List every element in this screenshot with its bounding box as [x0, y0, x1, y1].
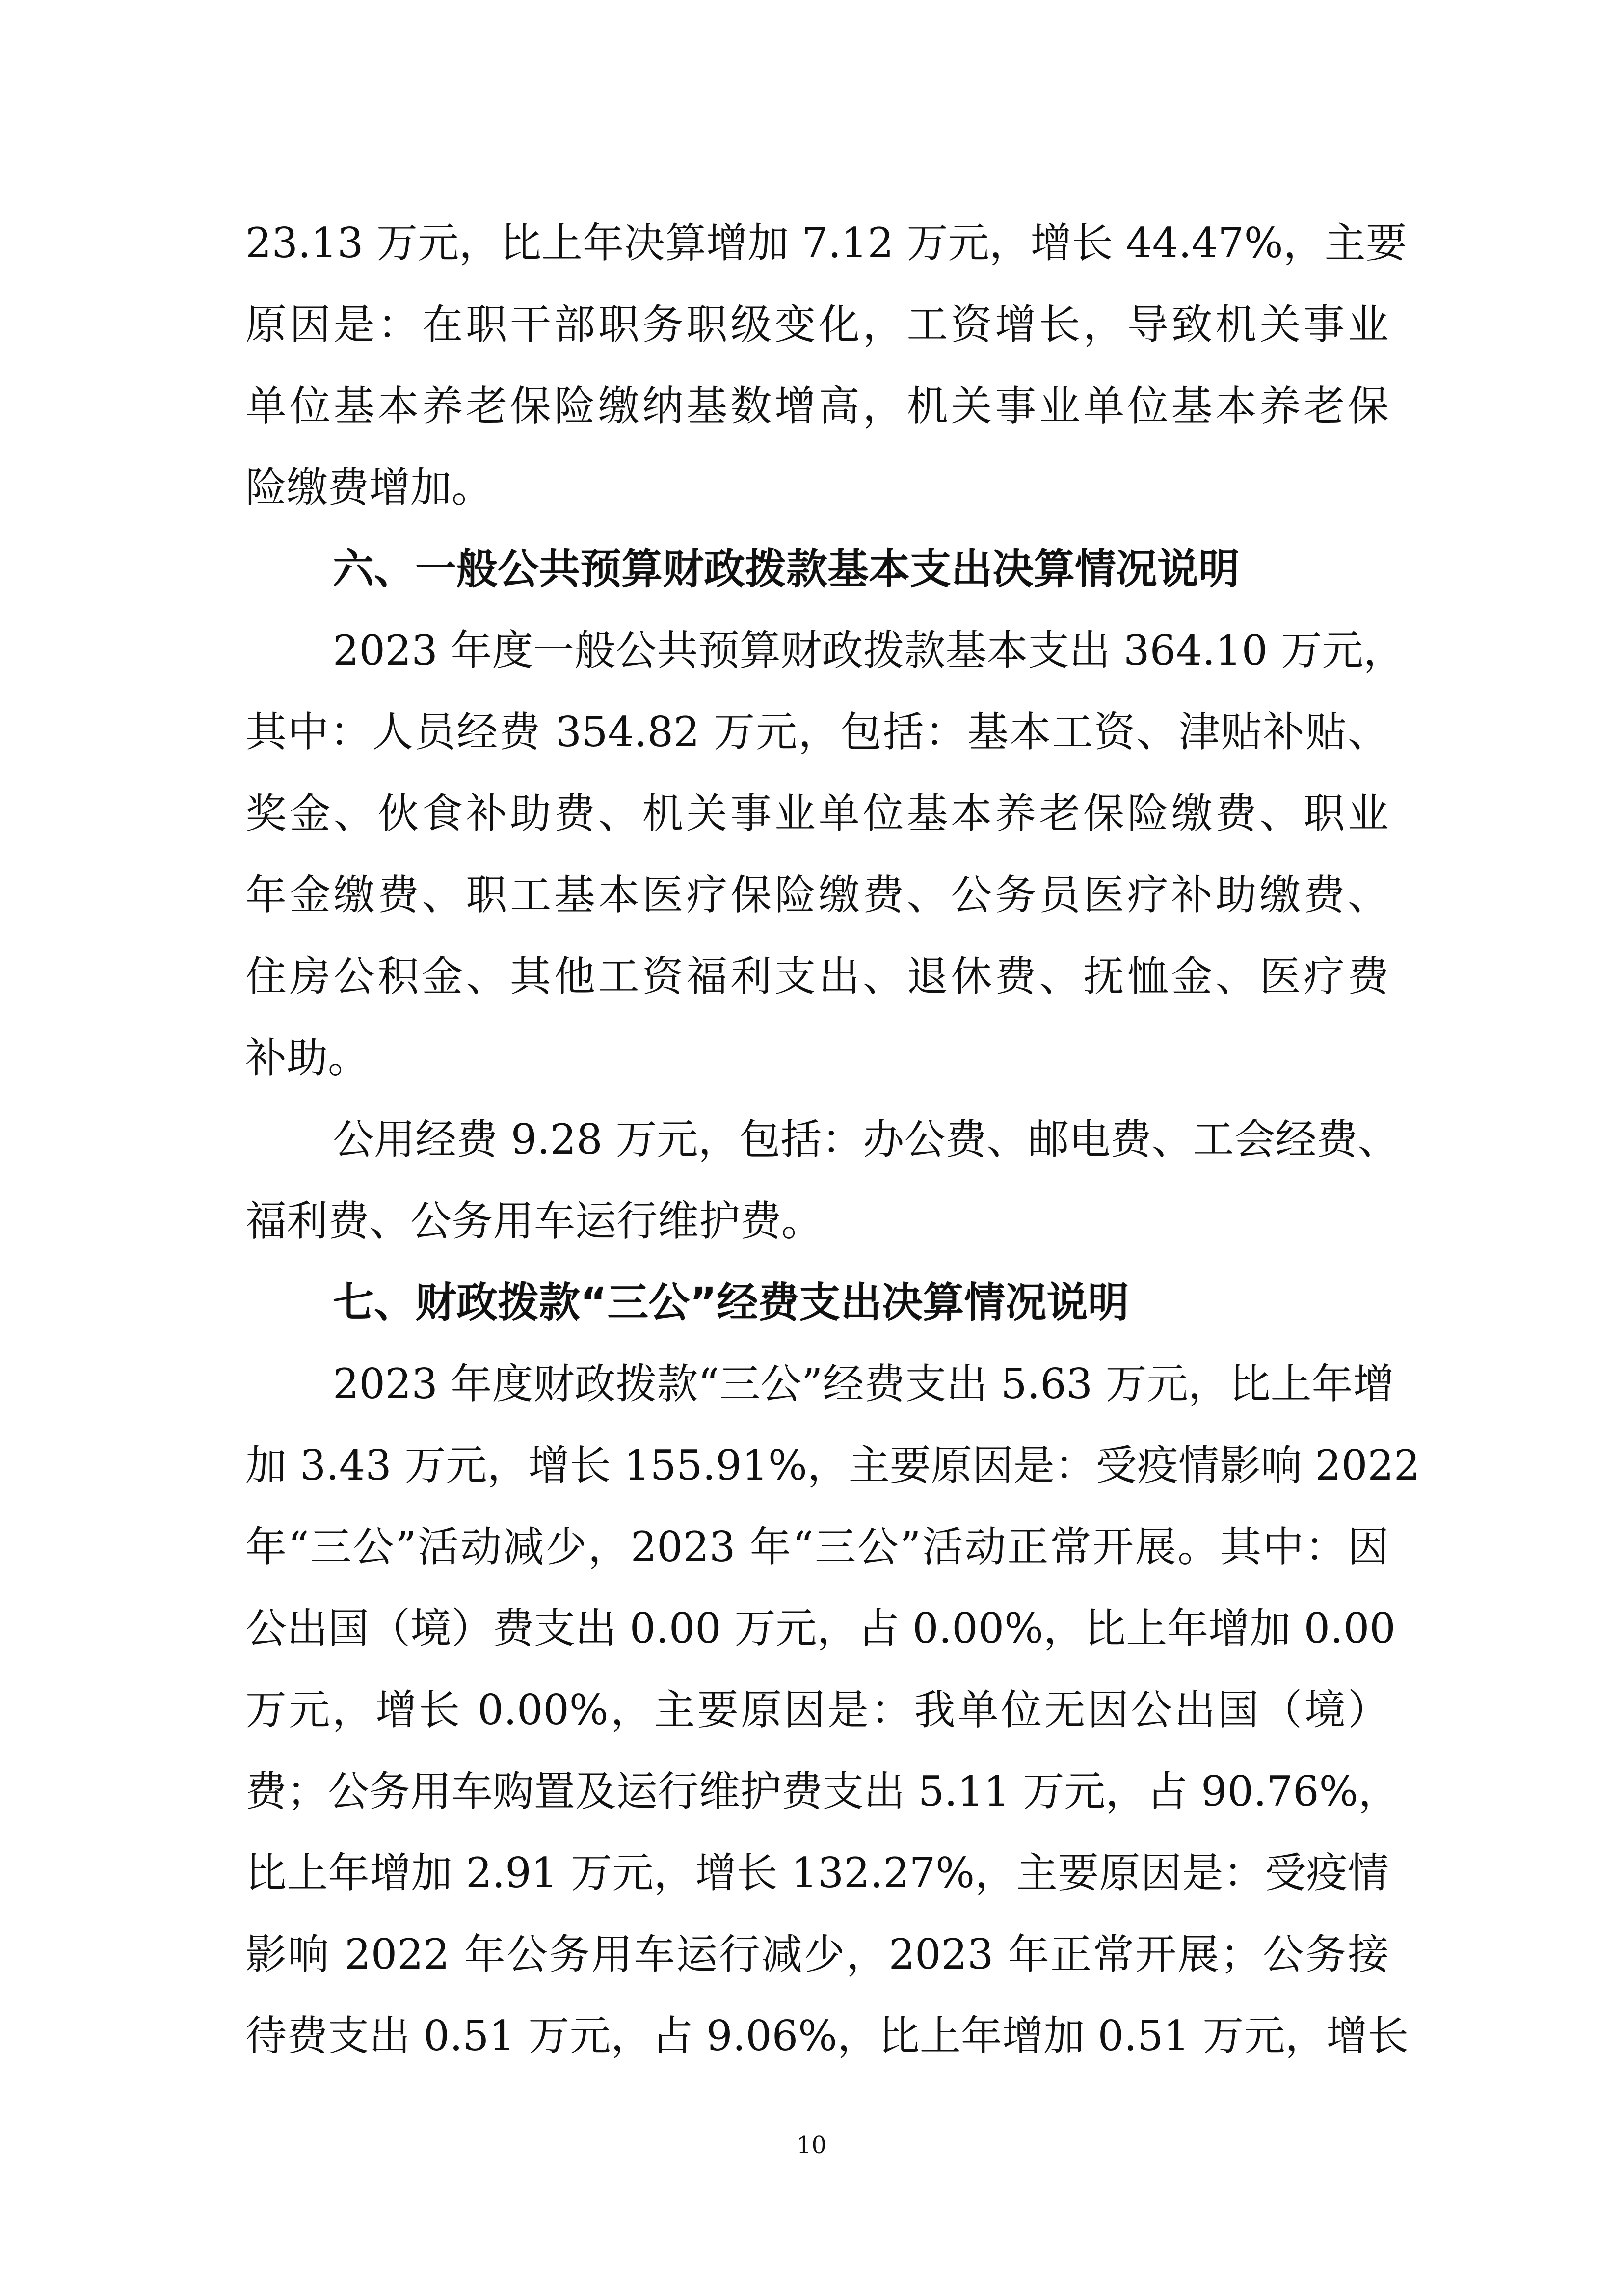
body-text-line: 险缴费增加。: [245, 463, 493, 512]
body-text-line: 公用经费 9.28 万元，包括：办公费、邮电费、工会经费、: [333, 1115, 1399, 1163]
body-text-line: 单位基本养老保险缴纳基数增高，机关事业单位基本养老保: [245, 382, 1389, 430]
body-text-line: 住房公积金、其他工资福利支出、退休费、抚恤金、医疗费: [245, 952, 1389, 1000]
body-text-line: 23.13 万元，比上年决算增加 7.12 万元，增长 44.47%，主要: [245, 219, 1407, 267]
body-text-line: 万元，增长 0.00%，主要原因是：我单位无因公出国（境）: [245, 1686, 1389, 1734]
body-text-line: 加 3.43 万元，增长 155.91%，主要原因是：受疫情影响 2022: [245, 1441, 1420, 1489]
section-heading-6: 六、一般公共预算财政拨款基本支出决算情况说明: [333, 545, 1240, 593]
body-text-line: 年金缴费、职工基本医疗保险缴费、公务员医疗补助缴费、: [245, 871, 1389, 919]
section-heading-7: 七、财政拨款“三公”经费支出决算情况说明: [333, 1278, 1129, 1326]
body-text-line: 公出国（境）费支出 0.00 万元，占 0.00%，比上年增加 0.00: [245, 1604, 1396, 1652]
body-text-line: 影响 2022 年公务用车运行减少，2023 年正常开展；公务接: [245, 1930, 1389, 1978]
body-text-line: 2023 年度财政拨款“三公”经费支出 5.63 万元，比上年增: [333, 1360, 1394, 1408]
body-text-line: 年“三公”活动减少，2023 年“三公”活动正常开展。其中：因: [245, 1523, 1389, 1571]
body-text-line: 待费支出 0.51 万元，占 9.06%，比上年增加 0.51 万元，增长: [245, 2012, 1409, 2060]
body-text-line: 费；公务用车购置及运行维护费支出 5.11 万元，占 90.76%，: [245, 1767, 1400, 1815]
body-text-line: 比上年增加 2.91 万元，增长 132.27%，主要原因是：受疫情: [245, 1849, 1389, 1897]
body-text-line: 2023 年度一般公共预算财政拨款基本支出 364.10 万元，: [333, 626, 1405, 675]
body-text-line: 原因是：在职干部职务职级变化，工资增长，导致机关事业: [245, 300, 1389, 349]
page-number: 10: [796, 2132, 827, 2159]
body-text-line: 福利费、公务用车运行维护费。: [245, 1197, 823, 1245]
body-text-line: 其中：人员经费 354.82 万元，包括：基本工资、津贴补贴、: [245, 708, 1389, 756]
body-text-line: 补助。: [245, 1034, 370, 1082]
body-text-line: 奖金、伙食补助费、机关事业单位基本养老保险缴费、职业: [245, 789, 1389, 837]
